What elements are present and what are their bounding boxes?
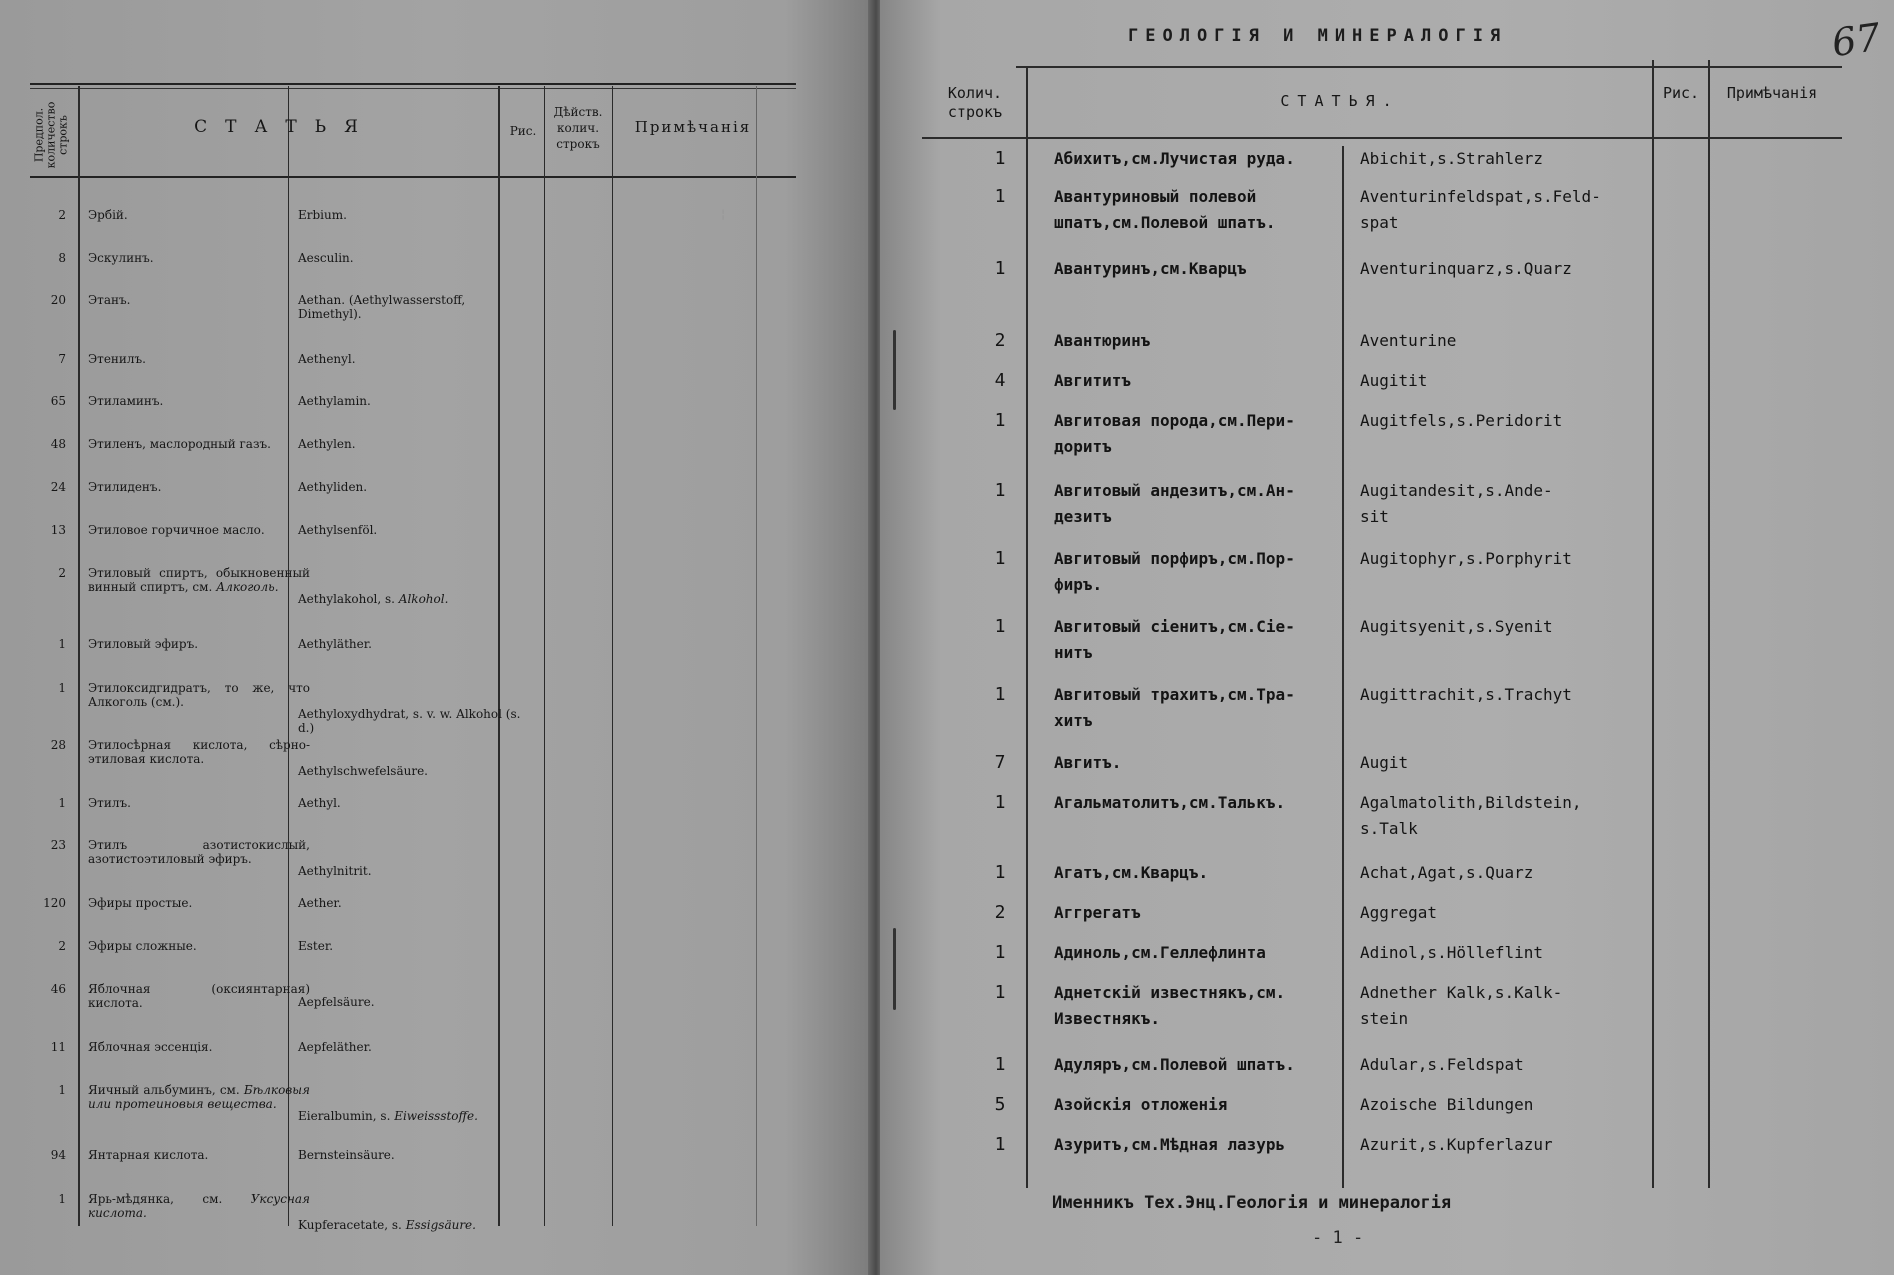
entry-russian-term: Этанъ. (88, 293, 131, 307)
entry-line-count: 7 (994, 752, 1006, 773)
entry-german-term: Augitfels,s.Peridorit (1360, 411, 1563, 430)
entry-line-count: 4 (994, 370, 1006, 391)
entry-line-count: 1 (994, 1134, 1006, 1155)
entry-line-count: 1 (994, 616, 1006, 637)
entry-line-count: 1 (994, 548, 1006, 569)
right-header-ris: Рис. (1662, 84, 1700, 102)
entry-line-count: 2 (994, 902, 1006, 923)
entry-line-count: 120 (43, 896, 66, 910)
entry-russian-term: Авгитовый сіенитъ,см.Сіе- нитъ (1054, 617, 1295, 662)
entry-german-term: Aesculin. (298, 251, 354, 265)
entry-german-term: Augit (1360, 753, 1409, 772)
entry-german-term: Eieralbumin, s. Eiweissstoffe. (298, 1109, 478, 1123)
entry-line-count: 1 (58, 681, 66, 695)
entry-line-count: 1 (58, 1192, 66, 1206)
entry-russian-term: Ярь-мѣдянка, см. Уксусная кислота. (88, 1192, 310, 1220)
entry-german-term: Aethylsenföl. (298, 523, 378, 537)
entry-line-count: 23 (50, 838, 66, 852)
entry-russian-term: Агальматолитъ,см.Талькъ. (1054, 793, 1286, 812)
entry-german-term: Aethylakohol, s. Alkohol. (298, 592, 449, 606)
entry-german-term: Azoische Bildungen (1360, 1095, 1534, 1114)
entry-german-term: Ester. (298, 939, 334, 953)
entry-german-term: Aethyliden. (298, 480, 368, 494)
entry-german-term: Kupferacetate, s. Essigsäure. (298, 1218, 476, 1232)
entry-line-count: 1 (994, 258, 1006, 279)
entry-line-count: 1 (994, 148, 1006, 169)
entry-german-term: Aventurinquarz,s.Quarz (1360, 259, 1572, 278)
right-col-divider (1026, 66, 1028, 1188)
entry-german-term: Adinol,s.Hölleflint (1360, 943, 1544, 962)
entry-german-term: Augitsyenit,s.Syenit (1360, 617, 1553, 636)
entry-line-count: 20 (50, 293, 66, 307)
entry-german-term: Aethylschwefelsäure. (298, 764, 428, 778)
entry-russian-term: Янтарная кислота. (88, 1148, 209, 1162)
entry-german-term: Aggregat (1360, 903, 1438, 922)
entry-russian-term: Авгититъ (1054, 371, 1132, 390)
left-header-rule (30, 176, 796, 178)
entry-russian-term: Авантуринъ,см.Кварцъ (1054, 259, 1247, 278)
left-col-divider (756, 86, 757, 1226)
entry-line-count: 28 (50, 738, 66, 752)
entry-german-term: Aethyl. (298, 796, 341, 810)
entry-russian-term: Авгитъ. (1054, 753, 1122, 772)
entry-russian-term: Этиловый эфиръ. (88, 637, 199, 651)
entry-line-count: 46 (50, 982, 66, 996)
entry-russian-term: Аггрегатъ (1054, 903, 1141, 922)
entry-line-count: 2 (58, 939, 66, 953)
right-header-statya: СТАТЬЯ. (1280, 92, 1400, 110)
entry-russian-term: Агатъ,см.Кварцъ. (1054, 863, 1209, 882)
entry-russian-term: Авгитовый андезитъ,см.Ан- дезитъ (1054, 481, 1295, 526)
entry-russian-term: Этилиденъ. (88, 480, 162, 494)
entry-german-term: Aventurinfeldspat,s.Feld- spat (1360, 187, 1601, 232)
entry-german-term: Augittrachit,s.Trachyt (1360, 685, 1572, 704)
entry-line-count: 8 (58, 251, 66, 265)
left-header-count: Предпол. количество строкъ (32, 101, 70, 169)
left-col-divider (78, 86, 80, 1226)
entry-line-count: 1 (994, 410, 1006, 431)
left-top-rule (30, 83, 796, 85)
right-header-primech: Примѣчанія (1726, 84, 1818, 102)
entry-russian-term: Этилоксидгидратъ, то же, что Алкоголь (см.). (88, 681, 310, 709)
left-header-ris: Рис. (509, 124, 537, 138)
entry-line-count: 1 (58, 1083, 66, 1097)
left-col-divider (544, 86, 545, 1226)
entry-line-count: 2 (58, 566, 66, 580)
right-top-rule (1016, 66, 1842, 68)
entry-german-term: Erbium. (298, 208, 347, 222)
right-page-title: ГЕОЛОГІЯ И МИНЕРАЛОГІЯ (1128, 26, 1508, 46)
right-page-number: - 1 - (1312, 1228, 1364, 1248)
entry-line-count: 1 (994, 480, 1006, 501)
entry-line-count: 1 (994, 1054, 1006, 1075)
entry-russian-term: Яблочная эссенція. (88, 1040, 213, 1054)
entry-german-term: Adnether Kalk,s.Kalk- stein (1360, 983, 1563, 1028)
entry-german-term: Aether. (298, 896, 342, 910)
left-col-divider (612, 86, 613, 1226)
left-header-primech: Примѣчанія (634, 118, 752, 136)
entry-line-count: 2 (994, 330, 1006, 351)
entry-russian-term: Эфиры простые. (88, 896, 193, 910)
entry-russian-term: Этилъ азотистокислый, азотистоэтиловый эфиръ. (88, 838, 310, 866)
entry-line-count: 65 (50, 394, 66, 408)
entry-russian-term: Авантюринъ (1054, 331, 1151, 350)
entry-german-term: Bernsteinsäure. (298, 1148, 395, 1162)
entry-german-term: Aethenyl. (298, 352, 356, 366)
entry-line-count: 48 (50, 437, 66, 451)
entry-russian-term: Яблочная (оксиянтарная) кислота. (88, 982, 310, 1010)
entry-line-count: 1 (994, 186, 1006, 207)
entry-russian-term: Адуляръ,см.Полевой шпатъ. (1054, 1055, 1295, 1074)
entry-russian-term: Авантуриновый полевой шпатъ,см.Полевой шпатъ. (1054, 187, 1276, 232)
entry-russian-term: Авгитовый порфиръ,см.Пор- фиръ. (1054, 549, 1295, 594)
entry-line-count: 2 (58, 208, 66, 222)
binder-mark (893, 330, 896, 410)
entry-russian-term: Этенилъ. (88, 352, 146, 366)
binder-mark (893, 928, 896, 1010)
entry-russian-term: Этиловое горчичное масло. (88, 523, 265, 537)
right-header-count: Колич. строкъ (947, 84, 1003, 121)
right-col-divider (1708, 60, 1710, 1188)
entry-line-count: 1 (994, 792, 1006, 813)
entry-german-term: Augitandesit,s.Ande- sit (1360, 481, 1553, 526)
left-header-statya: СТАТЬЯ (194, 117, 376, 137)
entry-german-term: Achat,Agat,s.Quarz (1360, 863, 1534, 882)
handwritten-page-mark: 67 (1829, 14, 1884, 66)
entry-russian-term: Азойскія отложенія (1054, 1095, 1228, 1114)
entry-russian-term: Авгитовый трахитъ,см.Тра- хитъ (1054, 685, 1295, 730)
entry-german-term: Augitophyr,s.Porphyrit (1360, 549, 1572, 568)
entry-line-count: 1 (58, 637, 66, 651)
right-col-divider (1342, 146, 1344, 1188)
entry-german-term: Aepfelsäure. (298, 995, 375, 1009)
entry-russian-term: Яичный альбуминъ, см. Бѣлковыя или протеиновыя вещества. (88, 1083, 310, 1111)
right-header-rule (922, 137, 1842, 139)
entry-line-count: 1 (994, 862, 1006, 883)
entry-german-term: Agalmatolith,Bildstein, s.Talk (1360, 793, 1582, 838)
entry-russian-term: Этилосѣрная кислота, сѣрно-этиловая кислота. (88, 738, 310, 766)
entry-german-term: Aethan. (Aethylwasserstoff, Dimethyl). (298, 293, 466, 321)
left-header-deist: Дѣйств. колич. строкъ (553, 105, 603, 151)
entry-russian-term: Этиламинъ. (88, 394, 164, 408)
right-footer: Именникъ Тех.Энц.Геологія и минералогія (1052, 1193, 1452, 1213)
entry-german-term: Abichit,s.Strahlerz (1360, 149, 1544, 168)
entry-russian-term: Абихитъ,см.Лучистая руда. (1054, 149, 1295, 168)
entry-russian-term: Эрбій. (88, 208, 128, 222)
entry-line-count: 1 (994, 942, 1006, 963)
entry-german-term: Augitit (1360, 371, 1428, 390)
entry-line-count: 5 (994, 1094, 1006, 1115)
entry-russian-term: Авгитовая порода,см.Пери- доритъ (1054, 411, 1295, 456)
entry-german-term: Adular,s.Feldspat (1360, 1055, 1524, 1074)
entry-line-count: 11 (50, 1040, 66, 1054)
left-top-rule-thin (30, 88, 796, 89)
entry-german-term: Aethylamin. (298, 394, 371, 408)
entry-line-count: 1 (58, 796, 66, 810)
entry-line-count: 13 (50, 523, 66, 537)
entry-line-count: 1 (994, 684, 1006, 705)
entry-russian-term: Этиленъ, маслородный газъ. (88, 437, 271, 451)
entry-line-count: 7 (58, 352, 66, 366)
entry-german-term: Aethyläther. (298, 637, 372, 651)
bleed-through: ╎ (720, 210, 727, 221)
entry-russian-term: Эскулинъ. (88, 251, 154, 265)
entry-german-term: Aethylnitrit. (298, 864, 372, 878)
entry-german-term: Azurit,s.Kupferlazur (1360, 1135, 1553, 1154)
entry-line-count: 1 (994, 982, 1006, 1003)
entry-german-term: Aethylen. (298, 437, 356, 451)
entry-german-term: Aventurine (1360, 331, 1457, 350)
entry-german-term: Aethyloxydhydrat, s. v. w. Alkohol (s. d.) (298, 707, 521, 735)
entry-line-count: 94 (50, 1148, 66, 1162)
entry-line-count: 24 (50, 480, 66, 494)
entry-german-term: Aepfeläther. (298, 1040, 372, 1054)
entry-russian-term: Этиловый спиртъ, обыкновенный винный спиртъ, см. Алкоголь. (88, 566, 310, 594)
entry-russian-term: Этилъ. (88, 796, 131, 810)
entry-russian-term: Эфиры сложные. (88, 939, 197, 953)
entry-russian-term: Адиноль,см.Геллефлинта (1054, 943, 1266, 962)
entry-russian-term: Азуритъ,см.Мѣдная лазурь (1054, 1135, 1286, 1154)
entry-russian-term: Аднетскій известнякъ,см. Известнякъ. (1054, 983, 1286, 1028)
